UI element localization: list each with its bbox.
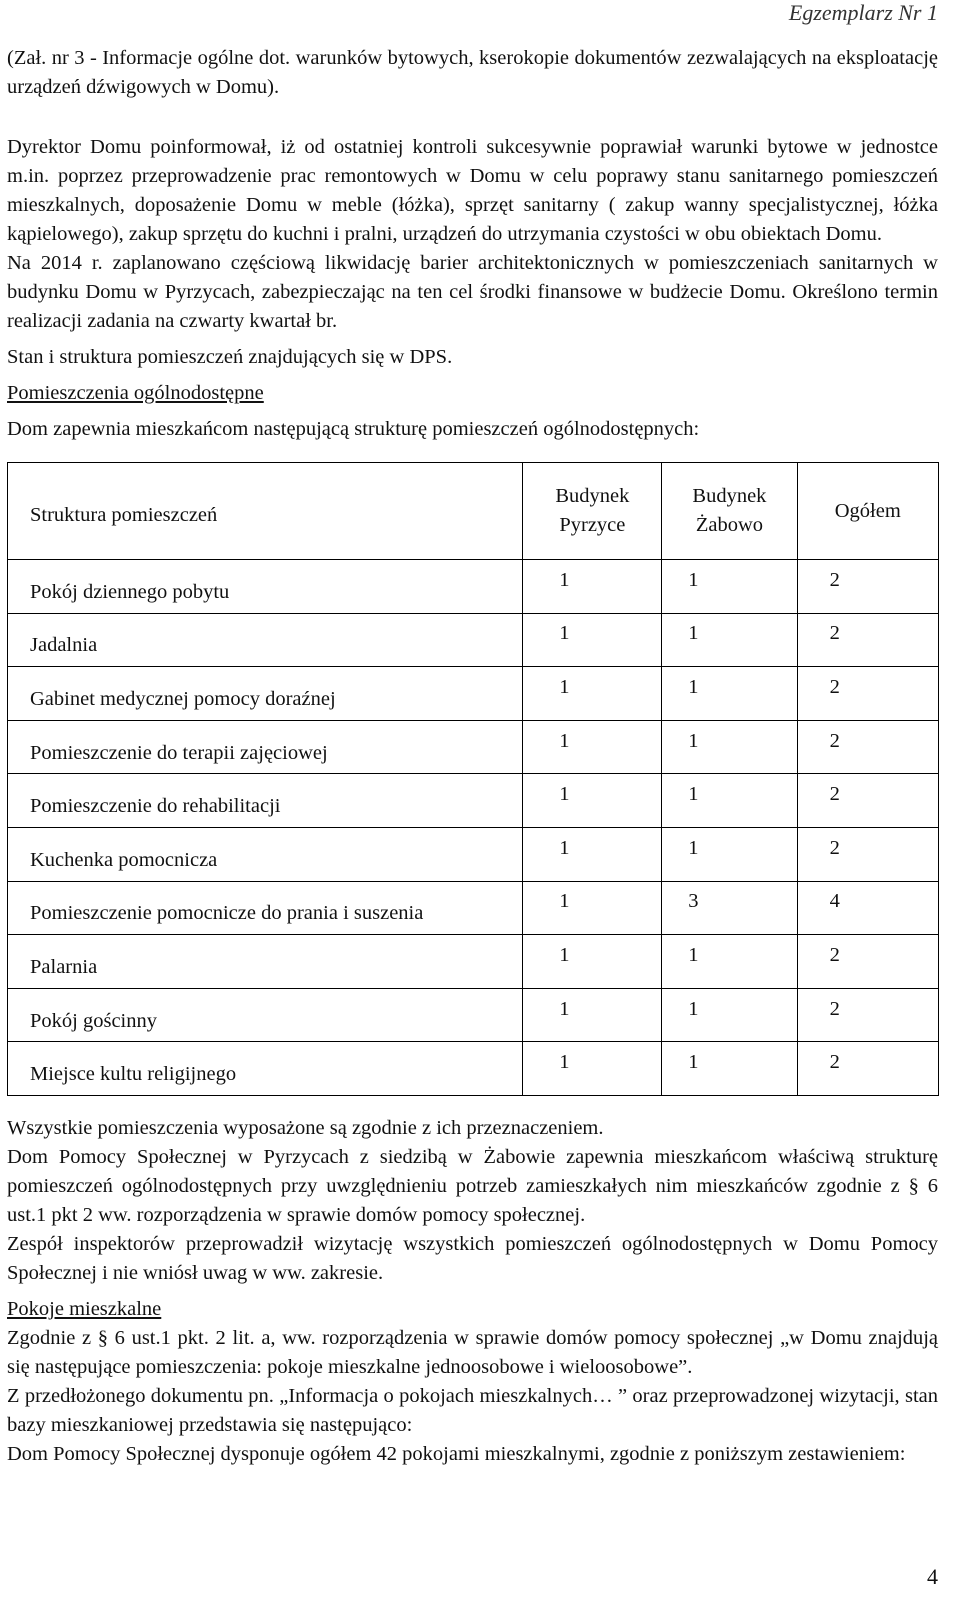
room-name-cell: Miejsce kultu religijnego — [8, 1042, 523, 1096]
table-row — [8, 988, 939, 1042]
total-count-cell-value: 4 — [829, 890, 840, 913]
annex-note: (Zał. nr 3 - Informacje ogólne dot. warunków bytowych, kserokopie dokumentów zezwalających na eksploatację urządzeń dźwigowych w Domu). — [7, 47, 938, 98]
header-total: Ogółem — [797, 463, 939, 560]
zabowo-count-cell-value: 1 — [688, 729, 699, 752]
pyrzyce-count-cell-value: 1 — [559, 729, 570, 752]
table-row — [8, 881, 939, 935]
common-rooms-table — [7, 462, 939, 1096]
inspection-note: Zespół inspektorów przeprowadził wizytację wszystkich pomieszczeń ogólnodostępnych w Domu Pomocy Społecznej i nie wniósł uwag w ww. zakresie. — [7, 1232, 938, 1284]
rooms-total-paragraph: Dom Pomocy Społecznej dysponuje ogółem 42 pokojami mieszkalnymi, zgodnie z poniższym zestawieniem: — [7, 1442, 906, 1465]
total-count-cell-value: 2 — [829, 783, 840, 806]
header-zabowo-line1: Budynek — [692, 485, 767, 507]
zabowo-count-cell — [662, 613, 797, 667]
pyrzyce-count-cell — [523, 988, 662, 1042]
table-row — [8, 774, 939, 828]
pyrzyce-count-cell — [523, 881, 662, 935]
room-name-cell: Pomieszczenie pomocnicze do prania i suszenia — [8, 881, 523, 935]
pyrzyce-count-cell — [523, 827, 662, 881]
total-count-cell — [797, 613, 939, 667]
pyrzyce-count-cell-value: 1 — [559, 568, 570, 591]
header-pyrzyce-line1: Budynek — [555, 485, 630, 507]
header-room-structure: Struktura pomieszczeń — [8, 463, 523, 560]
total-count-cell — [797, 935, 939, 989]
structure-intro: Stan i struktura pomieszczeń znajdujących się w DPS. — [7, 346, 453, 368]
pyrzyce-count-cell-value: 1 — [559, 783, 570, 806]
table-row — [8, 935, 939, 989]
equipped-note: Wszystkie pomieszczenia wyposażone są zgodnie z ich przeznaczeniem. — [7, 1116, 604, 1139]
header-building-zabowo — [662, 463, 797, 560]
zabowo-count-cell-value: 1 — [688, 675, 699, 698]
zabowo-count-cell — [662, 774, 797, 828]
room-name-cell: Pokój gościnny — [8, 988, 523, 1042]
total-count-cell — [797, 1042, 939, 1096]
document-body — [7, 44, 938, 1469]
room-name-cell: Pomieszczenie do rehabilitacji — [8, 774, 523, 828]
total-count-cell-value: 2 — [829, 729, 840, 752]
header-pyrzyce-line2: Pyrzyce — [559, 514, 626, 536]
pyrzyce-count-cell-value: 1 — [559, 943, 570, 966]
room-name-cell: Pomieszczenie do terapii zajęciowej — [8, 720, 523, 774]
zabowo-count-cell-value: 1 — [688, 783, 699, 806]
table-row — [8, 1042, 939, 1096]
dps-compliance-paragraph: Dom Pomocy Społecznej w Pyrzycach z siedzibą w Żabowie zapewnia mieszkańcom właściwą strukturę pomieszczeń ogólnodostępnych przy uwzględnieniu potrzeb zamieszkałych nim mieszkańców zgodnie z § 6 ust.1 pkt 2 ww. rozporządzenia w sprawie domów pomocy społecznej. — [7, 1145, 938, 1226]
document-info-paragraph: Z przedłożonego dokumentu pn. „Informacja o pokojach mieszkalnych… ” oraz przeprowadzonej wizytacji, stan bazy mieszkaniowej przedstawia się następująco: — [7, 1384, 938, 1436]
room-name-cell: Kuchenka pomocnicza — [8, 827, 523, 881]
total-count-cell-value: 2 — [829, 943, 840, 966]
table-header-row — [8, 463, 939, 560]
header-building-pyrzyce — [523, 463, 662, 560]
common-rooms-intro: Dom zapewnia mieszkańcom następującą strukturę pomieszczeń ogólnodostępnych: — [7, 418, 700, 440]
total-count-cell — [797, 774, 939, 828]
regulation-quote: Zgodnie z § 6 ust.1 pkt. 2 lit. a, ww. rozporządzenia w sprawie domów pomocy społecznej „w Domu znajdują się następujące pomieszczenia: pokoje mieszkalne jednoosobowe i wieloosobowe”. — [7, 1326, 938, 1378]
table-row — [8, 613, 939, 667]
pyrzyce-count-cell — [523, 774, 662, 828]
room-name-cell: Gabinet medycznej pomocy doraźnej — [8, 667, 523, 721]
page-number: 4 — [927, 1564, 938, 1589]
zabowo-count-cell — [662, 1042, 797, 1096]
zabowo-count-cell — [662, 935, 797, 989]
room-name-cell: Pokój dziennego pobytu — [8, 560, 523, 614]
pyrzyce-count-cell-value: 1 — [559, 890, 570, 913]
pyrzyce-count-cell-value: 1 — [559, 997, 570, 1020]
pyrzyce-count-cell — [523, 560, 662, 614]
pyrzyce-count-cell — [523, 935, 662, 989]
total-count-cell-value: 2 — [829, 836, 840, 859]
pyrzyce-count-cell-value: 1 — [559, 675, 570, 698]
table-row — [8, 560, 939, 614]
room-name-cell: Palarnia — [8, 935, 523, 989]
room-name-cell: Jadalnia — [8, 613, 523, 667]
zabowo-count-cell-value: 1 — [688, 568, 699, 591]
zabowo-count-cell-value: 1 — [688, 943, 699, 966]
plan-2014-paragraph: Na 2014 r. zaplanowano częściową likwidację barier architektonicznych w pomieszczeniach sanitarnych w budynku Domu w Pyrzycach, zabezpieczając na ten cel środki finansowe w budżecie Domu. Określono termin realizacji zadania na czwarty kwartał br. — [7, 252, 938, 332]
total-count-cell-value: 2 — [829, 997, 840, 1020]
table-row — [8, 667, 939, 721]
zabowo-count-cell-value: 1 — [688, 836, 699, 859]
total-count-cell-value: 2 — [829, 1051, 840, 1074]
director-info-paragraph: Dyrektor Domu poinformował, iż od ostatniej kontroli sukcesywnie poprawiał warunki bytowe w jednostce m.in. poprzez przeprowadzenie prac remontowych w Domu w celu poprawy stanu sanitarnego pomieszczeń mieszkalnych, doposażenie Domu w meble (łóżka), sprzęt sanitarny ( zakup wanny specjalistycznej, łóżka kąpielowego), zakup sprzętu do kuchni i pralni, urządzeń do utrzymania czystości w obu obiektach Domu. — [7, 136, 938, 245]
table-body — [8, 560, 939, 1096]
table-row — [8, 827, 939, 881]
total-count-cell-value: 2 — [829, 622, 840, 645]
zabowo-count-cell — [662, 720, 797, 774]
zabowo-count-cell — [662, 881, 797, 935]
zabowo-count-cell-value: 1 — [688, 997, 699, 1020]
zabowo-count-cell — [662, 827, 797, 881]
zabowo-count-cell — [662, 988, 797, 1042]
total-count-cell — [797, 988, 939, 1042]
pyrzyce-count-cell-value: 1 — [559, 836, 570, 859]
header-zabowo-line2: Żabowo — [695, 514, 764, 536]
zabowo-count-cell-value: 1 — [688, 1051, 699, 1074]
zabowo-count-cell-value: 3 — [688, 890, 699, 913]
total-count-cell — [797, 881, 939, 935]
zabowo-count-cell — [662, 667, 797, 721]
document-copy-label: Egzemplarz Nr 1 — [788, 0, 938, 25]
total-count-cell-value: 2 — [829, 675, 840, 698]
total-count-cell — [797, 720, 939, 774]
total-count-cell — [797, 667, 939, 721]
common-rooms-heading: Pomieszczenia ogólnodostępne — [7, 382, 264, 404]
total-count-cell — [797, 560, 939, 614]
zabowo-count-cell — [662, 560, 797, 614]
pyrzyce-count-cell — [523, 613, 662, 667]
total-count-cell-value: 2 — [829, 568, 840, 591]
zabowo-count-cell-value: 1 — [688, 622, 699, 645]
pyrzyce-count-cell-value: 1 — [559, 622, 570, 645]
living-rooms-heading: Pokoje mieszkalne — [7, 1297, 162, 1320]
pyrzyce-count-cell — [523, 720, 662, 774]
total-count-cell — [797, 827, 939, 881]
pyrzyce-count-cell-value: 1 — [559, 1051, 570, 1074]
pyrzyce-count-cell — [523, 667, 662, 721]
pyrzyce-count-cell — [523, 1042, 662, 1096]
table-row — [8, 720, 939, 774]
